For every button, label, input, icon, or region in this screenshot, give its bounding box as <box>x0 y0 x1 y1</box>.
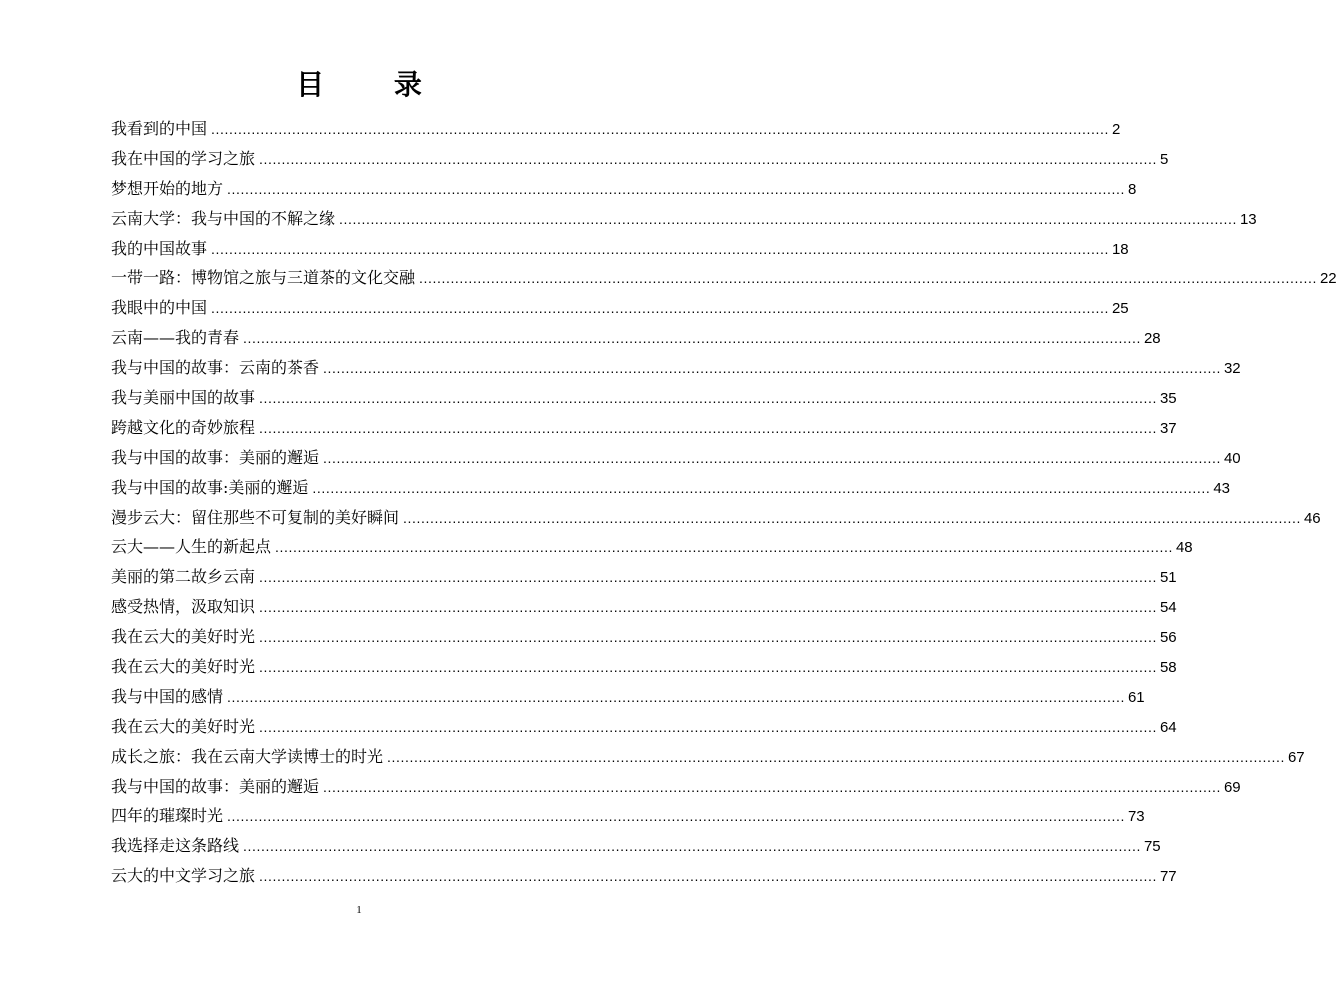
toc-dot-leader: ........................................................................................................................................................................................................ <box>243 330 1141 347</box>
toc-dot-leader: ........................................................................................................................................................................................................ <box>259 569 1157 586</box>
toc-entry-page-number: 8 <box>1127 180 1137 198</box>
toc-entry-page-number: 32 <box>1223 360 1241 378</box>
toc-entry[interactable] <box>111 323 1161 353</box>
toc-entry-title: 我与中国的故事:美丽的邂逅 <box>111 477 309 497</box>
toc-entry-title: 云大——人生的新起点 <box>111 537 272 557</box>
toc-entry[interactable] <box>111 562 1177 592</box>
toc-entry-title: 我在中国的学习之旅 <box>111 148 256 168</box>
toc-entry-page-number: 13 <box>1239 210 1257 228</box>
toc-entry-page-number: 25 <box>1111 300 1129 318</box>
page-title: 目 录 <box>296 67 452 101</box>
footer-page-number: 1 <box>356 904 362 916</box>
toc-entry[interactable] <box>111 742 1305 772</box>
toc-dot-leader: ........................................................................................................................................................................................................ <box>259 390 1157 407</box>
toc-dot-leader: ........................................................................................................................................................................................................ <box>259 718 1157 735</box>
toc-dot-leader: ........................................................................................................................................................................................................ <box>312 479 1211 496</box>
toc-dot-leader: ........................................................................................................................................................................................................ <box>323 778 1221 795</box>
toc-dot-leader: ........................................................................................................................................................................................................ <box>419 270 1317 287</box>
toc-entry[interactable] <box>111 831 1161 861</box>
toc-entry-title: 跨越文化的奇妙旅程 <box>111 417 256 437</box>
toc-dot-leader: ........................................................................................................................................................................................................ <box>259 868 1157 885</box>
toc-entry-page-number: 35 <box>1159 390 1177 408</box>
toc-entry-title: 四年的璀璨时光 <box>111 806 224 826</box>
toc-dot-leader: ........................................................................................................................................................................................................ <box>211 300 1109 317</box>
toc-entry[interactable] <box>111 592 1177 622</box>
toc-entry-page-number: 48 <box>1175 539 1193 557</box>
toc-entry[interactable] <box>111 652 1177 682</box>
toc-entry-page-number: 67 <box>1287 748 1305 766</box>
toc-dot-leader: ........................................................................................................................................................................................................ <box>259 659 1157 676</box>
toc-dot-leader: ........................................................................................................................................................................................................ <box>227 688 1125 705</box>
toc-entry-page-number: 51 <box>1159 569 1177 587</box>
toc-entry-title: 我与中国的故事：云南的茶香 <box>111 358 320 378</box>
toc-entry-page-number: 37 <box>1159 419 1177 437</box>
toc-entry-title: 我在云大的美好时光 <box>111 716 256 736</box>
toc-entry-title: 我与美丽中国的故事 <box>111 388 256 408</box>
toc-dot-leader: ........................................................................................................................................................................................................ <box>403 509 1301 526</box>
toc-entry[interactable] <box>111 353 1241 383</box>
toc-dot-leader: ........................................................................................................................................................................................................ <box>259 629 1157 646</box>
toc-entry-page-number: 69 <box>1223 778 1241 796</box>
toc-entry[interactable] <box>111 293 1129 323</box>
toc-entry[interactable] <box>111 532 1193 562</box>
toc-dot-leader: ........................................................................................................................................................................................................ <box>227 180 1125 197</box>
toc-entry-title: 梦想开始的地方 <box>111 178 224 198</box>
toc-dot-leader: ........................................................................................................................................................................................................ <box>323 449 1221 466</box>
toc-entry-page-number: 77 <box>1159 868 1177 886</box>
toc-entry[interactable] <box>111 263 1337 293</box>
toc-entry-title: 一带一路：博物馆之旅与三道茶的文化交融 <box>111 268 416 288</box>
toc-dot-leader: ........................................................................................................................................................................................................ <box>387 748 1285 765</box>
toc-entry-title: 我与中国的感情 <box>111 686 224 706</box>
toc-entry[interactable] <box>111 712 1177 742</box>
toc-entry-title: 感受热情，汲取知识 <box>111 597 256 617</box>
toc-entry-page-number: 2 <box>1111 121 1121 138</box>
toc-entry-page-number: 40 <box>1223 449 1241 467</box>
toc-entry-page-number: 73 <box>1127 808 1145 826</box>
toc-dot-leader: ........................................................................................................................................................................................................ <box>227 808 1125 825</box>
toc-entry-page-number: 56 <box>1159 629 1177 647</box>
toc-entry-title: 我在云大的美好时光 <box>111 627 256 647</box>
toc-entry-title: 成长之旅：我在云南大学读博士的时光 <box>111 746 384 766</box>
toc-entry[interactable] <box>111 801 1145 831</box>
toc-entry-title: 我眼中的中国 <box>111 298 208 318</box>
toc-entry[interactable] <box>111 383 1177 413</box>
toc-entry-page-number: 54 <box>1159 599 1177 617</box>
toc-entry-page-number: 58 <box>1159 659 1177 677</box>
table-of-contents <box>111 114 1337 891</box>
toc-entry[interactable] <box>111 622 1177 652</box>
toc-dot-leader: ........................................................................................................................................................................................................ <box>259 150 1157 167</box>
toc-dot-leader: ........................................................................................................................................................................................................ <box>211 121 1109 137</box>
toc-entry-page-number: 28 <box>1143 330 1161 348</box>
toc-entry[interactable] <box>111 503 1321 533</box>
toc-entry-page-number: 18 <box>1111 240 1129 258</box>
toc-entry-page-number: 64 <box>1159 718 1177 736</box>
toc-entry-title: 我看到的中国 <box>111 119 208 138</box>
toc-dot-leader: ........................................................................................................................................................................................................ <box>323 360 1221 377</box>
toc-entry[interactable] <box>111 473 1231 503</box>
toc-entry-page-number: 46 <box>1303 509 1321 527</box>
toc-entry[interactable] <box>111 204 1257 234</box>
toc-entry-title: 美丽的第二故乡云南 <box>111 567 256 587</box>
toc-entry[interactable] <box>111 861 1177 891</box>
toc-entry-title: 漫步云大：留住那些不可复制的美好瞬间 <box>111 507 400 527</box>
toc-entry-title: 我与中国的故事：美丽的邂逅 <box>111 776 320 796</box>
toc-dot-leader: ........................................................................................................................................................................................................ <box>211 240 1109 257</box>
toc-entry[interactable] <box>111 772 1241 802</box>
toc-entry[interactable] <box>111 114 1121 144</box>
toc-entry-title: 我与中国的故事：美丽的邂逅 <box>111 447 320 467</box>
toc-entry-page-number: 75 <box>1143 838 1161 856</box>
toc-entry-page-number: 5 <box>1159 150 1169 168</box>
toc-dot-leader: ........................................................................................................................................................................................................ <box>243 838 1141 855</box>
toc-entry-title: 云南大学：我与中国的不解之缘 <box>111 208 336 228</box>
toc-entry[interactable] <box>111 234 1129 264</box>
toc-dot-leader: ........................................................................................................................................................................................................ <box>275 539 1173 556</box>
toc-dot-leader: ........................................................................................................................................................................................................ <box>259 419 1157 436</box>
toc-entry-title: 我的中国故事 <box>111 238 208 258</box>
toc-entry[interactable] <box>111 443 1241 473</box>
toc-entry[interactable] <box>111 413 1177 443</box>
toc-entry[interactable] <box>111 682 1145 712</box>
toc-dot-leader: ........................................................................................................................................................................................................ <box>339 210 1237 227</box>
toc-entry[interactable] <box>111 144 1169 174</box>
toc-entry-title: 云南——我的青春 <box>111 328 240 348</box>
toc-entry-title: 我选择走这条路线 <box>111 836 240 856</box>
toc-dot-leader: ........................................................................................................................................................................................................ <box>259 599 1157 616</box>
toc-entry-page-number: 43 <box>1213 479 1231 497</box>
toc-entry-page-number: 61 <box>1127 688 1145 706</box>
toc-entry-page-number: 22 <box>1319 270 1337 288</box>
toc-entry[interactable] <box>111 174 1137 204</box>
toc-entry-title: 我在云大的美好时光 <box>111 657 256 677</box>
toc-entry-title: 云大的中文学习之旅 <box>111 866 256 886</box>
